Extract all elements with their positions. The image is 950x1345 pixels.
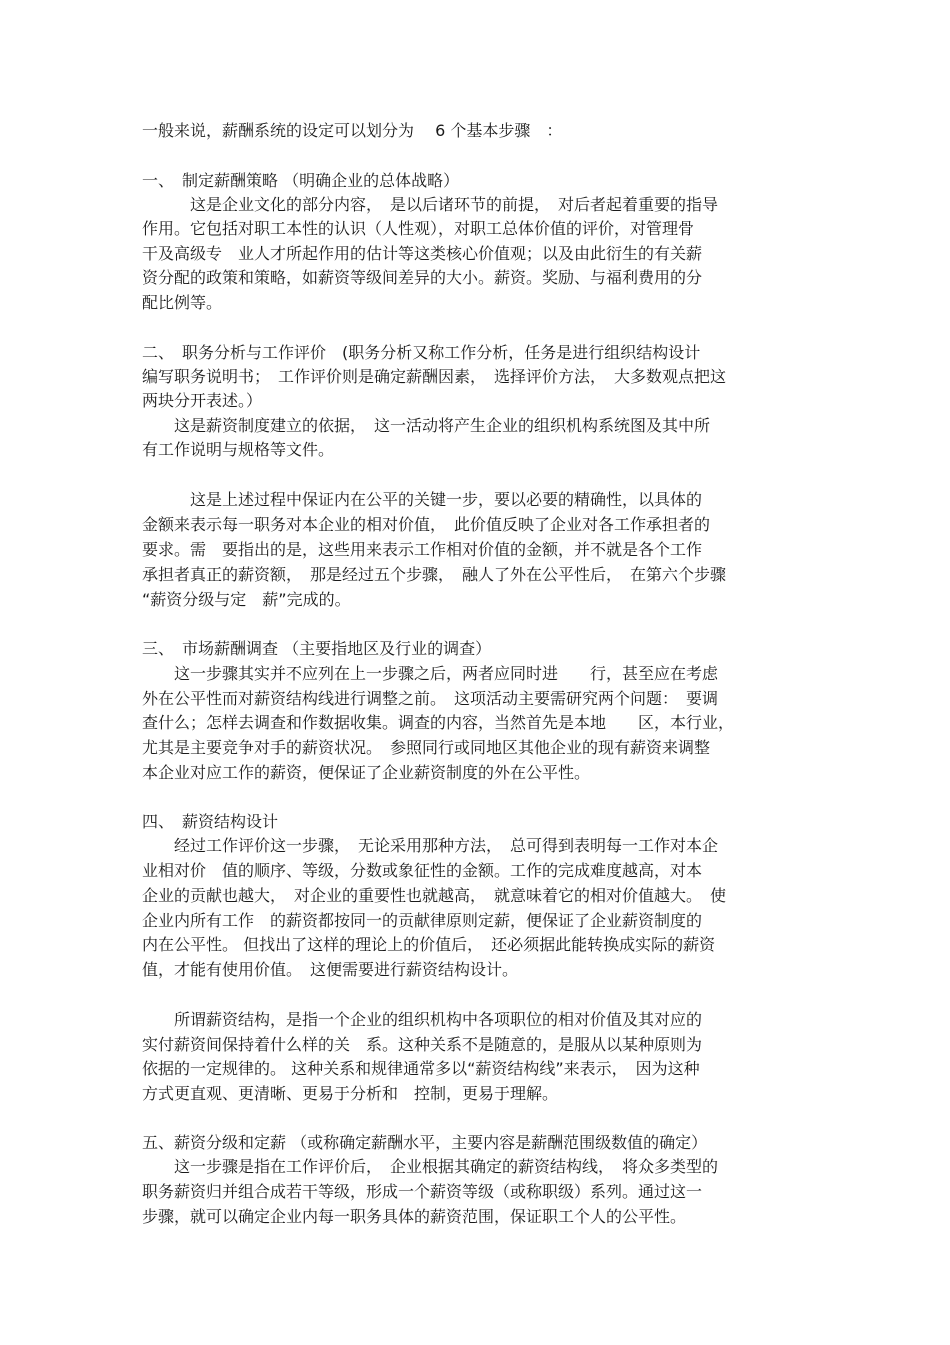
paragraph-line: 编写职务说明书； 工作评价则是确定薪酬因素， 选择评价方法， 大多数观点把这 (142, 367, 727, 386)
paragraph-line: 查什么；怎样去调查和作数据收集。调查的内容，当然首先是本地 区，本行业， (142, 713, 735, 732)
paragraph-line: 依据的一定规律的。 这种关系和规律通常多以“薪资结构线”来表示， 因为这种 (142, 1059, 700, 1078)
paragraph-line: 这是薪资制度建立的依据， 这一活动将产生企业的组织机构系统图及其中所 (142, 416, 711, 435)
intro-line: 一般来说，薪酬系统的设定可以划分为 6 个基本步骤 ： (142, 121, 563, 140)
paragraph-line: 这是上述过程中保证内在公平的关键一步，要以必要的精确性，以具体的 (142, 490, 703, 509)
paragraph-line: 本企业对应工作的薪资，便保证了企业薪资制度的外在公平性。 (142, 763, 591, 782)
paragraph-line: 方式更直观、更清晰、更易于分析和 控制，更易于理解。 (142, 1084, 559, 1103)
paragraph-line: 内在公平性。 但找出了这样的理论上的价值后， 还必须据此能转换成实际的薪资 (142, 935, 716, 954)
paragraph-line: 这是企业文化的部分内容， 是以后诸环节的前提， 对后者起着重要的指导 (142, 195, 719, 214)
section-1-heading: 一、 制定薪酬策略 （明确企业的总体战略） (142, 171, 460, 190)
paragraph-line: 承担者真正的薪资额， 那是经过五个步骤， 融人了外在公平性后， 在第六个步骤 (142, 565, 727, 584)
paragraph-line: 所谓薪资结构，是指一个企业的组织机构中各项职位的相对价值及其对应的 (142, 1010, 703, 1029)
paragraph-line: 要求。需 要指出的是，这些用来表示工作相对价值的金额，并不就是各个工作 (142, 540, 703, 559)
section-4-heading: 四、 薪资结构设计 (142, 812, 279, 831)
paragraph-line: 两块分开表述。） (142, 391, 263, 410)
paragraph-line: 作用。它包括对职工本性的认识（人性观），对职工总体价值的评价，对管理骨 (142, 219, 695, 238)
paragraph-line: 金额来表示每一职务对本企业的相对价值， 此价值反映了企业对各工作承担者的 (142, 515, 711, 534)
paragraph-line: 外在公平性而对薪资结构线进行调整之前。 这项活动主要需研究两个问题： 要调 (142, 689, 719, 708)
paragraph-line: 有工作说明与规格等文件。 (142, 440, 335, 459)
paragraph-line: 这一步骤是指在工作评价后， 企业根据其确定的薪资结构线， 将众多类型的 (142, 1157, 719, 1176)
paragraph-line: 尤其是主要竞争对手的薪资状况。 参照同行或同地区其他企业的现有薪资来调整 (142, 738, 711, 757)
paragraph-line: 实付薪资间保持着什么样的关 系。这种关系不是随意的，是服从以某种原则为 (142, 1035, 703, 1054)
paragraph-line: 企业内所有工作 的薪资都按同一的贡献律原则定薪，便保证了企业薪资制度的 (142, 911, 703, 930)
paragraph-line: 干及高级专 业人才所起作用的估计等这类核心价值观；以及由此衍生的有关薪 (142, 244, 703, 263)
paragraph-line: “薪资分级与定 薪”完成的。 (142, 590, 351, 609)
paragraph-line: 值，才能有使用价值。 这便需要进行薪资结构设计。 (142, 960, 519, 979)
paragraph-line: 业相对价 值的顺序、等级，分数或象征性的金额。工作的完成难度越高，对本 (142, 861, 703, 880)
paragraph-line: 步骤，就可以确定企业内每一职务具体的薪资范围，保证职工个人的公平性。 (142, 1207, 687, 1226)
paragraph-line: 经过工作评价这一步骤， 无论采用那种方法， 总可得到表明每一工作对本企 (142, 836, 719, 855)
section-5-heading: 五、薪资分级和定薪 （或称确定薪酬水平，主要内容是薪酬范围级数值的确定） (142, 1133, 708, 1152)
paragraph-line: 资分配的政策和策略，如薪资等级间差异的大小。薪资。奖励、与福利费用的分 (142, 268, 703, 287)
section-2-heading: 二、 职务分析与工作评价 (职务分析又称工作分析，任务是进行组织结构设计 (142, 343, 701, 362)
paragraph-line: 企业的贡献也越大， 对企业的重要性也就越高， 就意味着它的相对价值越大。 使 (142, 886, 727, 905)
paragraph-line: 配比例等。 (142, 293, 223, 312)
section-3-heading: 三、 市场薪酬调查 （主要指地区及行业的调查） (142, 639, 492, 658)
paragraph-line: 这一步骤其实并不应列在上一步骤之后，两者应同时进 行，甚至应在考虑 (142, 664, 719, 683)
paragraph-line: 职务薪资归并组合成若干等级，形成一个薪资等级（或称职级）系列。通过这一 (142, 1182, 703, 1201)
